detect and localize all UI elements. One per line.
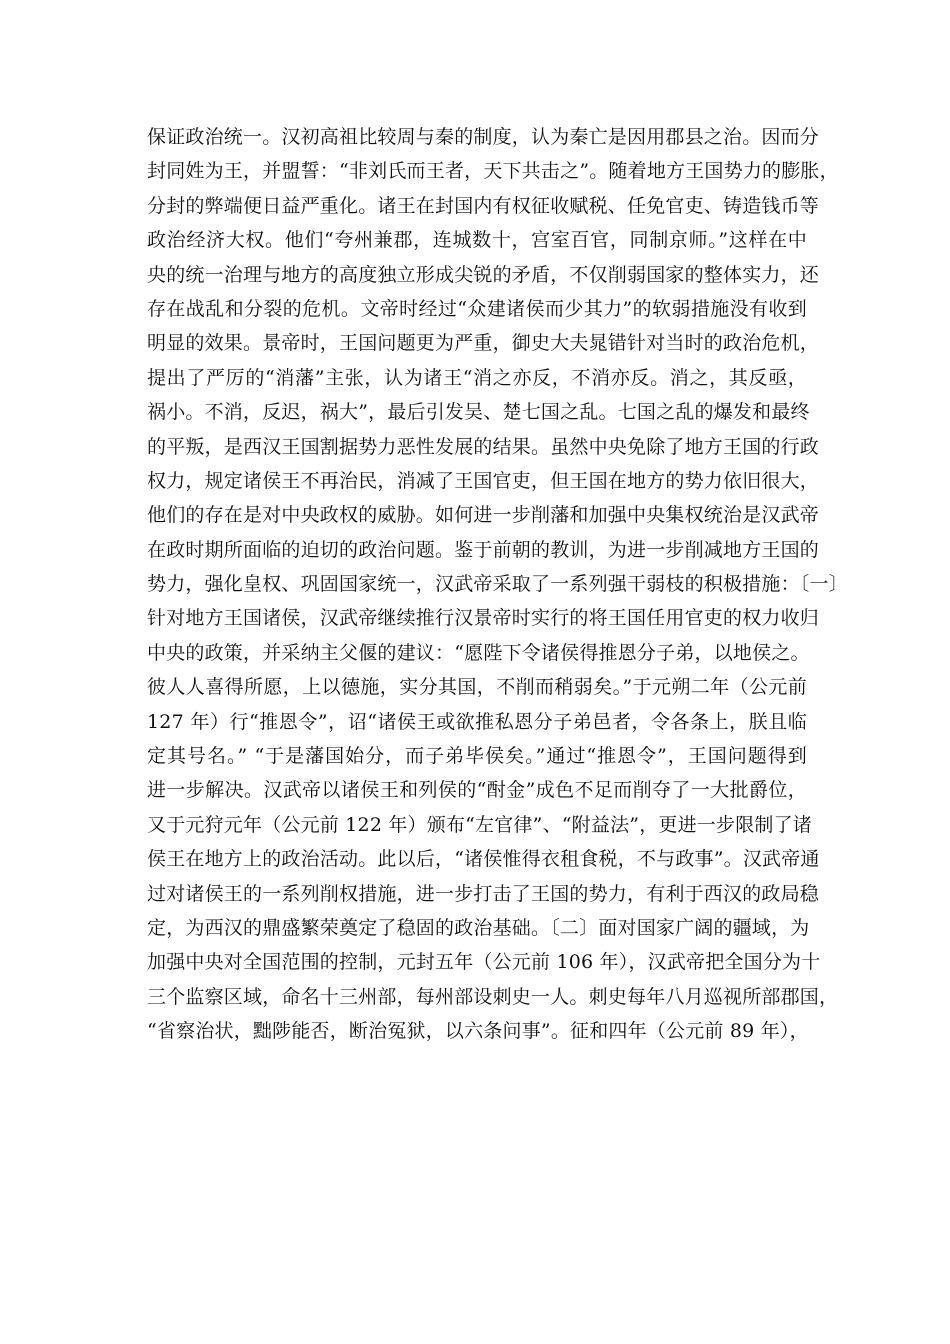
text-line: 存在战乱和分裂的危机。文帝时经过“众建诸侯而少其力”的软弱措施没有收到 xyxy=(147,297,807,320)
body-text xyxy=(147,120,848,1049)
text-line: 封同姓为王，并盟誓：“非刘氏而王者，天下共击之”。随着地方王国势力的膨胀， xyxy=(147,160,839,183)
text-line: 势力，强化皇权、巩固国家统一，汉武帝采取了一系列强干弱枝的积极措施：〔一〕 xyxy=(147,573,848,596)
text-line: “省察治状，黜陟能否，断治冤狱，以六条问事”。征和四年（公元前 89 年）， xyxy=(147,1020,809,1043)
text-line: 又于元狩元年（公元前 122 年）颁布“左官律”、“附益法”，更进一步限制了诸 xyxy=(147,813,812,836)
text-line: 祸小。不消，反迟，祸大”，最后引发吴、楚七国之乱。七国之乱的爆发和最终 xyxy=(147,401,810,424)
text-line: 央的统一治理与地方的高度独立形成尖锐的矛盾，不仅削弱国家的整体实力，还 xyxy=(147,263,820,286)
text-line: 过对诸侯王的一系列削权措施，进一步打击了王国的势力，有利于西汉的政局稳 xyxy=(147,882,820,905)
text-line: 权力，规定诸侯王不再治民，消减了王国官吏，但王国在地方的势力依旧很大， xyxy=(147,469,820,492)
text-line: 加强中央对全国范围的控制，元封五年（公元前 106 年），汉武帝把全国分为十 xyxy=(147,951,821,974)
text-line: 127 年）行“推恩令”，诏“诸侯王或欲推私恩分子弟邑者，令各条上，朕且临 xyxy=(147,710,807,733)
text-line: 定，为西汉的鼎盛繁荣奠定了稳固的政治基础。〔二〕面对国家广阔的疆域，为 xyxy=(147,916,810,939)
text-line: 中央的政策，并采纳主父偃的建议：“愿陛下令诸侯得推恩分子弟，以地侯之。 xyxy=(147,641,810,664)
text-line: 明显的效果。景帝时，王国问题更为严重，御史大夫晁错针对当时的政治危机， xyxy=(147,332,820,355)
text-line: 他们的存在是对中央政权的威胁。如何进一步削藩和加强中央集权统治是汉武帝 xyxy=(147,504,820,527)
text-line: 侯王在地方上的政治活动。此以后，“诸侯惟得衣租食税，不与政事”。汉武帝通 xyxy=(147,848,820,871)
text-line: 进一步解决。汉武帝以诸侯王和列侯的“酎金”成色不足而削夺了一大批爵位， xyxy=(147,779,807,802)
text-line: 政治经济大权。他们“夸州兼郡，连城数十，宫室百官，同制京师。”这样在中 xyxy=(147,229,807,252)
text-line: 保证政治统一。汉初高祖比较周与秦的制度，认为秦亡是因用郡县之治。因而分 xyxy=(147,126,820,148)
text-line: 彼人人喜得所愿，上以德施，实分其国，不削而稍弱矣。”于元朔二年（公元前 xyxy=(147,676,807,699)
text-line: 的平叛，是西汉王国割据势力恶性发展的结果。虽然中央免除了地方王国的行政 xyxy=(147,435,820,458)
text-line: 提出了严厉的“消藩”主张，认为诸王“消之亦反，不消亦反。消之，其反亟， xyxy=(147,366,807,389)
text-line: 三个监察区域，命名十三州部，每州部设刺史一人。刺史每年八月巡视所部郡国， xyxy=(147,985,839,1008)
text-line: 针对地方王国诸侯，汉武帝继续推行汉景帝时实行的将王国任用官吏的权力收归 xyxy=(147,607,820,630)
text-line: 定其号名。” “于是藩国始分，而子弟毕侯矣。”通过“推恩令”，王国问题得到 xyxy=(147,745,807,768)
text-line: 在政时期所面临的迫切的政治问题。鉴于前朝的教训，为进一步削减地方王国的 xyxy=(147,538,820,561)
text-line: 分封的弊端便日益严重化。诸王在封国内有权征收赋税、任免官吏、铸造钱币等 xyxy=(147,194,820,217)
